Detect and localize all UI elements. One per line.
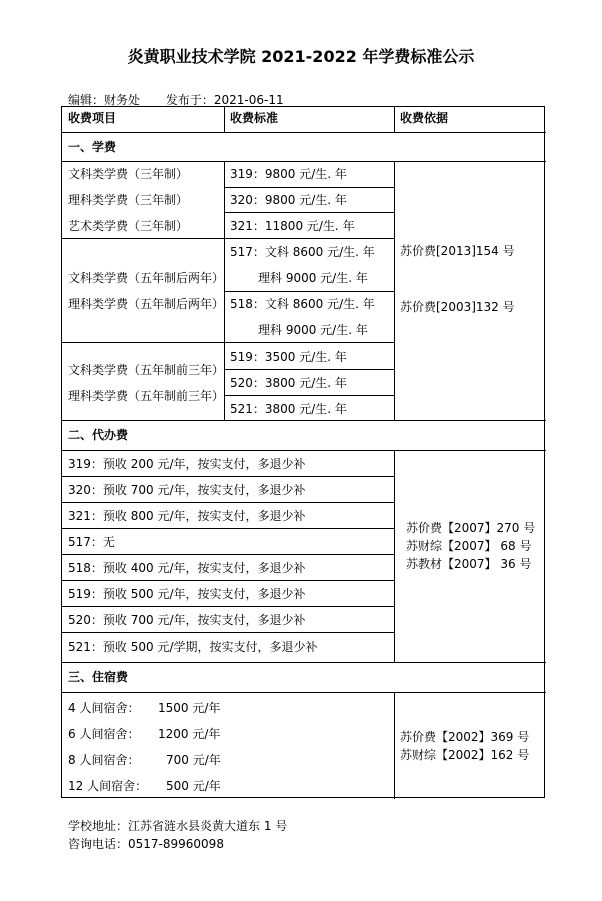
tuition-standard: 理科 9000 元/生. 年 <box>258 323 368 337</box>
grid-line <box>224 161 225 420</box>
header-item: 收费项目 <box>68 111 117 125</box>
lodging-basis: 苏财综【2002】162 号 <box>400 748 530 762</box>
agency-row: 517：无 <box>68 535 115 549</box>
section-agency: 二、代办费 <box>68 428 129 442</box>
tuition-standard: 理科 9000 元/生. 年 <box>258 271 368 285</box>
tuition-item: 理科类学费（三年制） <box>68 193 189 207</box>
agency-row: 521：预收 500 元/学期，按实支付，多退少补 <box>68 640 318 654</box>
tuition-item: 理科类学费（五年制后两年） <box>68 297 225 311</box>
tuition-standard: 518：文科 8600 元/生. 年 <box>230 297 375 311</box>
fee-table <box>61 106 545 798</box>
tuition-standard: 321：11800 元/生. 年 <box>230 219 355 233</box>
lodging-room: 8 人间宿舍： <box>68 753 140 767</box>
agency-basis: 苏教材【2007】 36 号 <box>406 557 532 571</box>
lodging-fee: 500 元/年 <box>166 779 221 793</box>
grid-line <box>62 161 546 162</box>
section-lodging: 三、住宿费 <box>68 670 129 684</box>
publish-date: 发布于：2021-06-11 <box>165 93 284 107</box>
tuition-item: 文科类学费（五年制前三年） <box>68 363 225 377</box>
grid-line <box>394 450 395 662</box>
section-tuition: 一、学费 <box>68 140 117 154</box>
grid-line <box>62 342 394 343</box>
tuition-standard: 320：9800 元/生. 年 <box>230 193 347 207</box>
grid-line <box>62 476 394 477</box>
grid-line <box>62 606 394 607</box>
lodging-fee: 1200 元/年 <box>158 727 221 741</box>
grid-line <box>224 291 394 292</box>
grid-line <box>224 107 225 132</box>
grid-line <box>62 632 394 633</box>
header-standard: 收费标准 <box>230 111 279 125</box>
agency-row: 320：预收 700 元/年，按实支付，多退少补 <box>68 483 306 497</box>
lodging-room: 4 人间宿舍： <box>68 701 140 715</box>
tuition-item: 文科类学费（三年制） <box>68 167 189 181</box>
grid-line <box>394 692 395 799</box>
tuition-standard: 520：3800 元/生. 年 <box>230 376 347 390</box>
grid-line <box>62 580 394 581</box>
lodging-basis: 苏价费【2002】369 号 <box>400 730 530 744</box>
lodging-room: 12 人间宿舍： <box>68 779 148 793</box>
contact-phone: 咨询电话：0517-89960098 <box>68 837 224 851</box>
grid-line <box>62 554 394 555</box>
tuition-item: 理科类学费（五年制前三年） <box>68 389 225 403</box>
agency-row: 520：预收 700 元/年，按实支付，多退少补 <box>68 613 306 627</box>
agency-basis: 苏价费【2007】270 号 <box>406 521 536 535</box>
tuition-basis: 苏价费[2003]132 号 <box>400 300 515 314</box>
page-title: 炎黄职业技术学院 2021-2022 年学费标准公示 <box>127 47 475 66</box>
grid-line <box>62 132 546 133</box>
agency-row: 321：预收 800 元/年，按实支付，多退少补 <box>68 509 306 523</box>
grid-line <box>224 395 394 396</box>
grid-line <box>224 369 394 370</box>
lodging-room: 6 人间宿舍： <box>68 727 140 741</box>
grid-line <box>62 692 546 693</box>
lodging-fee: 700 元/年 <box>166 753 221 767</box>
lodging-fee: 1500 元/年 <box>158 701 221 715</box>
agency-row: 518：预收 400 元/年，按实支付，多退少补 <box>68 561 306 575</box>
agency-basis: 苏财综【2007】 68 号 <box>406 539 532 553</box>
grid-line <box>62 662 546 663</box>
editor-label: 编辑：财务处 <box>68 93 141 107</box>
tuition-standard: 517：文科 8600 元/生. 年 <box>230 245 375 259</box>
grid-line <box>62 450 546 451</box>
header-basis: 收费依据 <box>400 111 449 125</box>
tuition-item: 文科类学费（五年制后两年） <box>68 271 225 285</box>
grid-line <box>62 420 546 421</box>
grid-line <box>62 238 394 239</box>
grid-line <box>62 528 394 529</box>
agency-row: 319：预收 200 元/年，按实支付，多退少补 <box>68 457 306 471</box>
tuition-standard: 519：3500 元/生. 年 <box>230 350 347 364</box>
grid-line <box>224 187 394 188</box>
grid-line <box>62 502 394 503</box>
tuition-standard: 521：3800 元/生. 年 <box>230 402 347 416</box>
grid-line <box>394 161 395 420</box>
tuition-standard: 319：9800 元/生. 年 <box>230 167 347 181</box>
tuition-basis: 苏价费[2013]154 号 <box>400 244 515 258</box>
grid-line <box>224 212 394 213</box>
agency-row: 519：预收 500 元/年，按实支付，多退少补 <box>68 587 306 601</box>
school-address: 学校地址：江苏省涟水县炎黄大道东 1 号 <box>68 819 288 833</box>
grid-line <box>394 107 395 132</box>
tuition-item: 艺术类学费（三年制） <box>68 219 189 233</box>
